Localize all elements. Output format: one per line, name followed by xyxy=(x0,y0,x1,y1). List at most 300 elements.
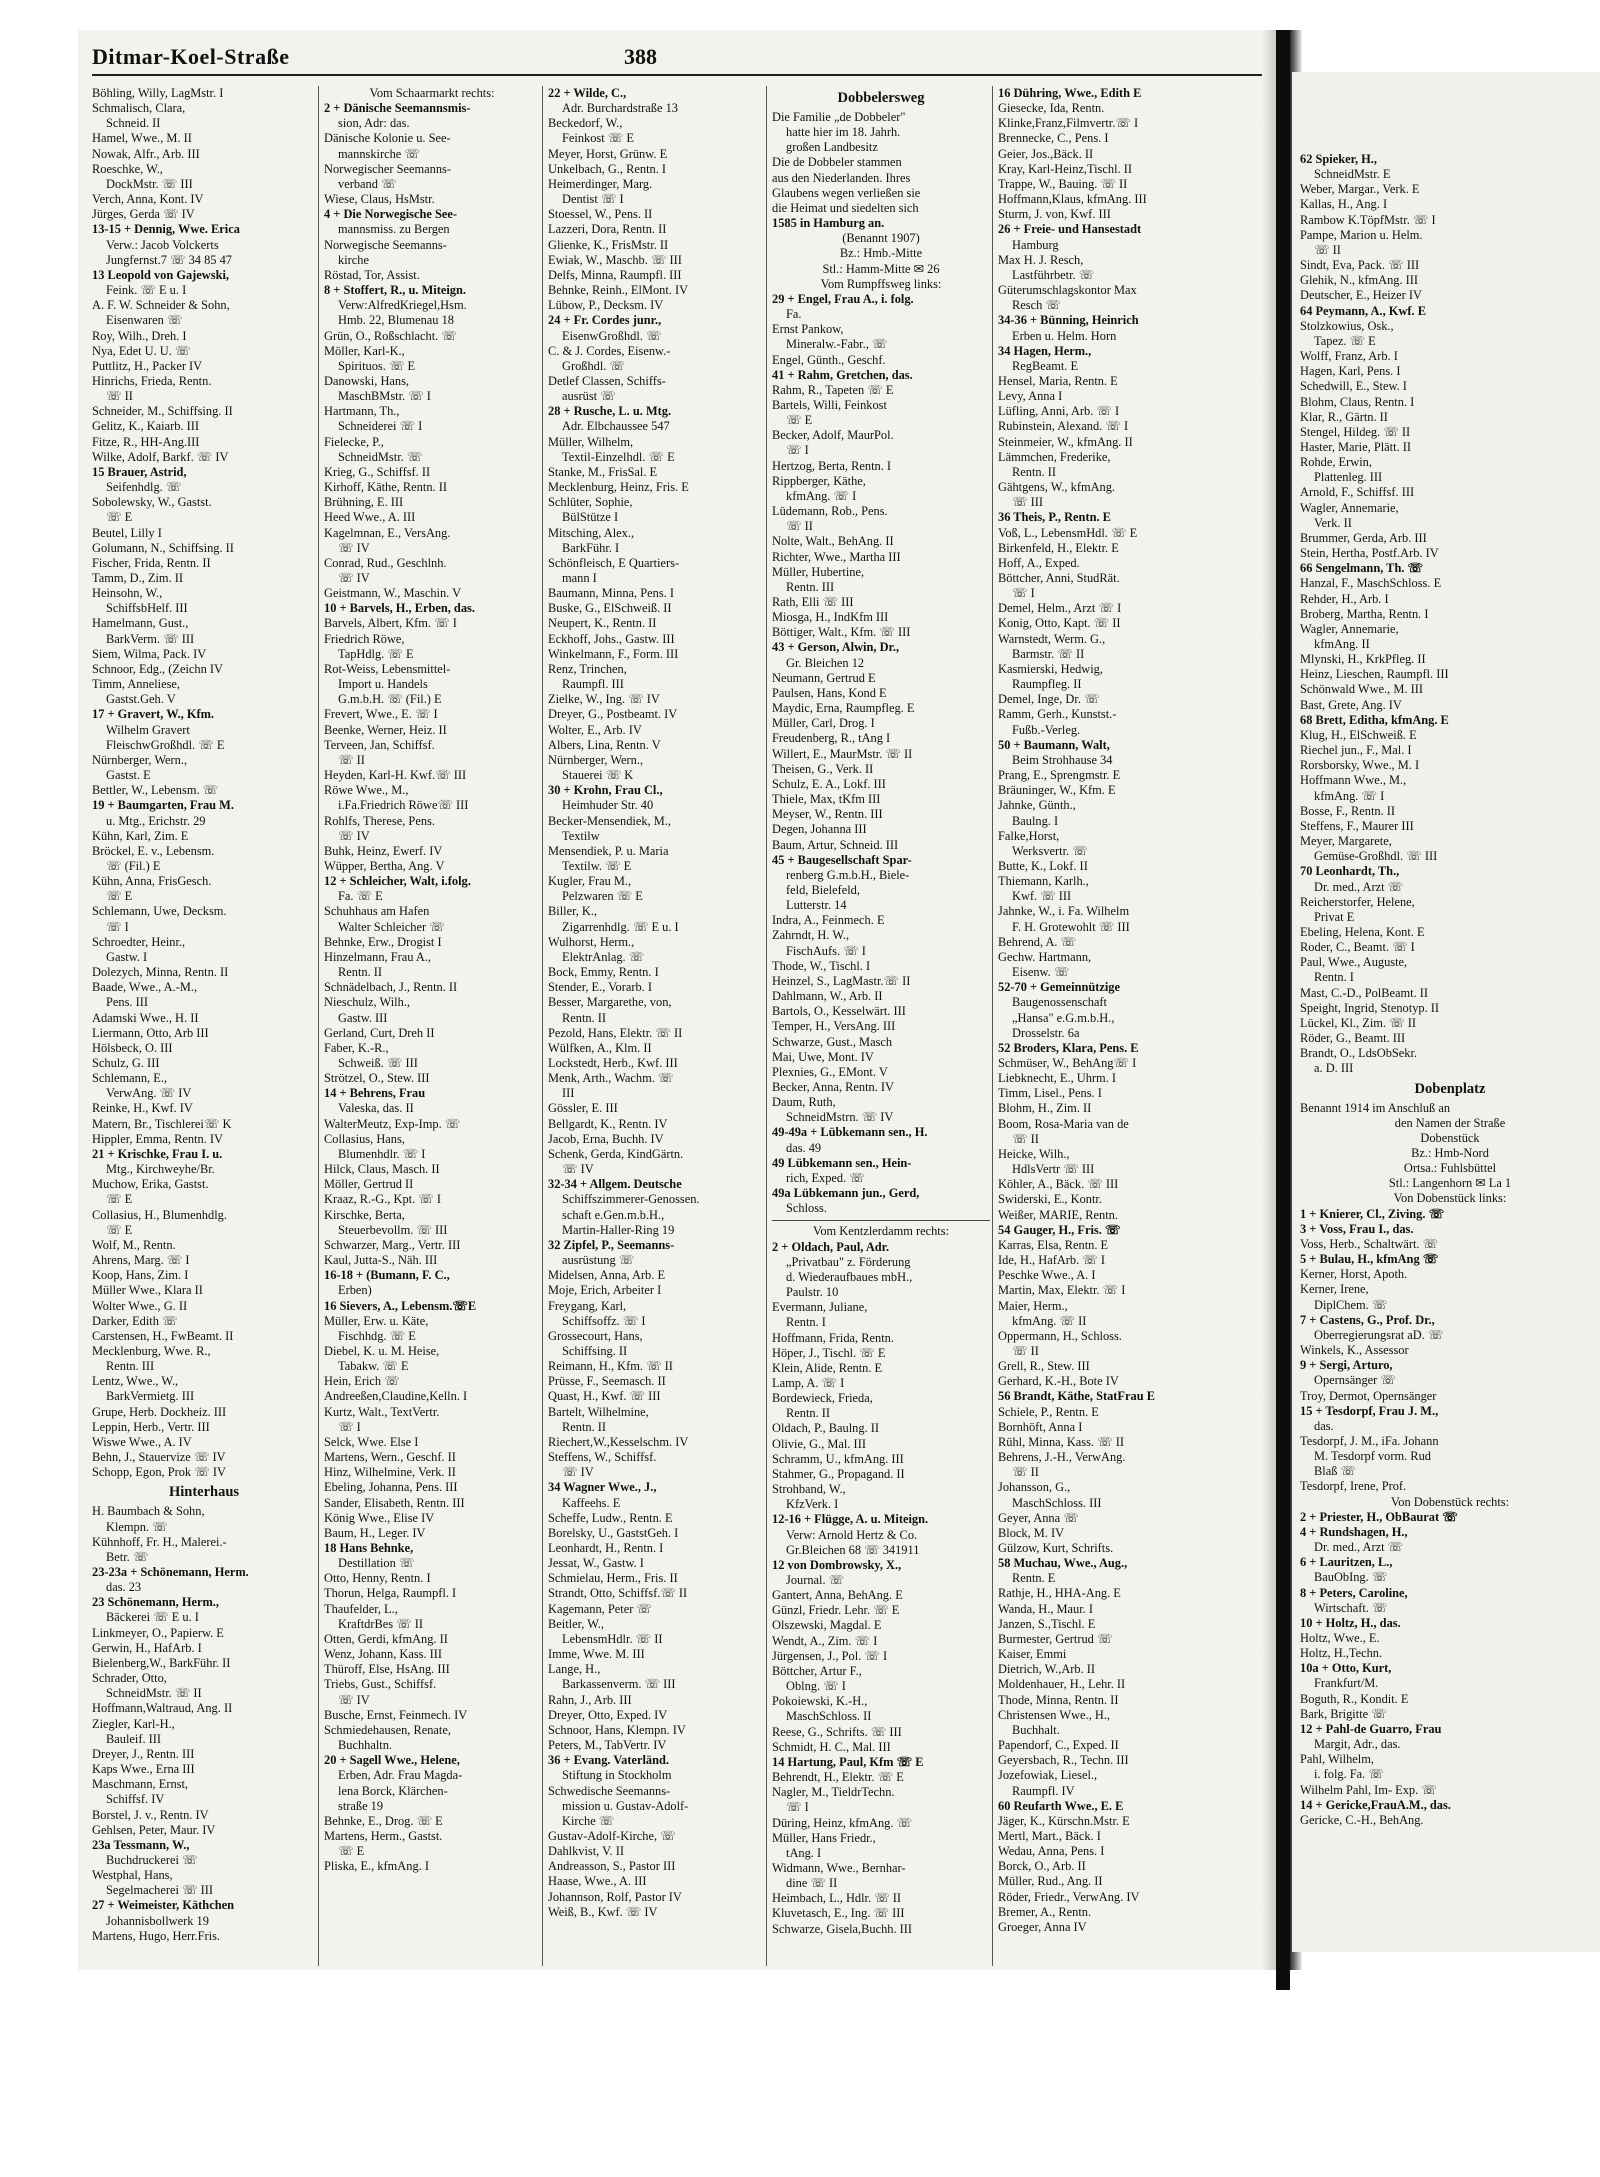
directory-entry: Norwegischer Seemanns- xyxy=(324,161,451,176)
directory-entry: Detlef Classen, Schiffs- xyxy=(548,373,666,388)
directory-entry: Broberg, Martha, Rentn. I xyxy=(1300,606,1429,621)
right-page xyxy=(1292,72,1600,1952)
directory-entry: Gerhard, K.-H., Bote IV xyxy=(998,1374,1119,1389)
directory-entry: Conrad, Rud., Geschlnh. xyxy=(324,555,447,570)
directory-entry-continuation: BarkVermietg. III xyxy=(106,1389,195,1404)
directory-entry: Kühn, Karl, Zim. E xyxy=(92,828,189,843)
directory-entry: Strötzel, O., Stew. III xyxy=(324,1071,430,1086)
directory-entry: Hein, Erich ☏ xyxy=(324,1374,400,1389)
section-note: Vom Kentzlerdamm rechts: xyxy=(812,1224,950,1239)
directory-entry-continuation: Rentn. II xyxy=(562,1419,607,1434)
directory-entry: Muchow, Erika, Gastst. xyxy=(92,1177,209,1192)
section-note: den Namen der Straße xyxy=(1394,1115,1506,1130)
directory-entry: Besser, Margarethe, von, xyxy=(548,995,672,1010)
directory-entry: Pahl, Wilhelm, xyxy=(1300,1752,1374,1767)
directory-entry: Maschmann, Ernst, xyxy=(92,1777,189,1792)
directory-entry-continuation: BarkFühr. I xyxy=(562,540,620,555)
directory-entry: Rot-Weiss, Lebensmittel- xyxy=(324,661,451,676)
directory-entry: Kallas, H., Ang. I xyxy=(1300,197,1388,212)
section-note: Bz.: Hmb.-Mitte xyxy=(839,246,923,261)
directory-entry-continuation: F. H. Grotewohlt ☏ III xyxy=(1012,919,1130,934)
directory-entry-continuation: Rentn. III xyxy=(786,579,835,594)
directory-entry: Zielke, W., Ing. ☏ IV xyxy=(548,692,660,707)
house-number-entry: 30 + Krohn, Frau Cl., xyxy=(548,783,663,798)
house-number-entry: 10 + Barvels, H., Erben, das. xyxy=(324,601,475,616)
directory-entry-continuation: Frankfurt/M. xyxy=(1314,1676,1379,1691)
directory-entry: Roeschke, W., xyxy=(92,161,163,176)
house-number-entry: 14 + Behrens, Frau xyxy=(324,1086,426,1101)
directory-entry: Wiswe Wwe., A. IV xyxy=(92,1434,192,1449)
directory-entry: Lamp, A. ☏ I xyxy=(772,1375,845,1390)
directory-entry: Buske, G., ElSchweiß. II xyxy=(548,601,672,616)
directory-entry: Max H. J. Resch, xyxy=(998,252,1084,267)
directory-entry-continuation: Johannisbollwerk 19 xyxy=(106,1913,209,1928)
directory-entry: Mast, C.-D., PolBeamt. II xyxy=(1300,985,1429,1000)
directory-entry-continuation: Schiffsing. II xyxy=(562,1343,628,1358)
directory-entry: Gericke, C.-H., BehAng. xyxy=(1300,1812,1424,1827)
house-number-entry: 24 + Fr. Cordes junr., xyxy=(548,313,662,328)
house-number-entry: 23a Tessmann, W., xyxy=(92,1837,190,1852)
directory-entry: Behnke, Erw., Drogist I xyxy=(324,934,442,949)
directory-entry: Kerner, Horst, Apoth. xyxy=(1300,1267,1408,1282)
directory-entry-continuation: Lastführbetr. ☏ xyxy=(1012,267,1095,282)
section-note: (Benannt 1907) xyxy=(842,231,920,246)
directory-entry: Mertl, Mart., Bäck. I xyxy=(998,1828,1101,1843)
directory-entry: Jürges, Gerda ☏ IV xyxy=(92,207,195,222)
house-number-entry: 52-70 + Gemeinnützige xyxy=(998,980,1121,995)
directory-entry: Becker, Anna, Rentn. IV xyxy=(772,1080,894,1094)
directory-entry-continuation: Buchdruckerei ☏ xyxy=(106,1852,198,1867)
house-number-entry: 21 + Krischke, Frau I. u. xyxy=(92,1146,223,1161)
directory-entry: Pezold, Hans, Elektr. ☏ II xyxy=(548,1025,683,1040)
directory-entry-continuation: Verk. II xyxy=(1314,515,1352,530)
directory-entry-continuation: Hamburg xyxy=(1012,237,1059,252)
directory-entry: Blohm, H., Zim. II xyxy=(998,1101,1092,1116)
directory-entry: Behnke, Reinh., ElMont. IV xyxy=(548,283,689,298)
directory-entry: Blohm, Claus, Rentn. I xyxy=(1300,394,1415,409)
directory-entry: Kluvetasch, E., Ing. ☏ III xyxy=(772,1906,905,1921)
directory-entry: Bartols, O., Kesselwärt. III xyxy=(772,1004,906,1019)
house-number-entry: 1 + Knierer, Cl., Ziving. ☏ xyxy=(1300,1206,1445,1221)
directory-entry: Jürgensen, J., Pol. ☏ I xyxy=(772,1648,888,1663)
section-note: Stl.: Langenhorn ✉ La 1 xyxy=(1388,1176,1512,1191)
directory-entry: Paulsen, Hans, Kond E xyxy=(772,685,887,700)
directory-entry-continuation: Fischhdg. ☏ E xyxy=(338,1328,416,1343)
right-page-column xyxy=(1300,152,1600,1952)
directory-entry-continuation: Klempn. ☏ xyxy=(106,1519,168,1534)
directory-entry: Quast, H., Kwf. ☏ III xyxy=(548,1389,661,1404)
directory-entry: Widmann, Wwe., Bernhar- xyxy=(772,1860,906,1875)
section-note: Von Dobenstück links: xyxy=(1393,1191,1507,1206)
directory-entry: Gerwin, H., HafArb. I xyxy=(92,1640,202,1655)
directory-entry: Pampe, Marion u. Helm. xyxy=(1300,227,1423,242)
directory-entry: Frevert, Wwe., E. ☏ I xyxy=(324,707,438,722)
directory-entry: Dreyer, G., Postbeamt. IV xyxy=(548,707,678,722)
directory-entry: Düring, Heinz, kfmAng. ☏ xyxy=(772,1815,913,1830)
directory-entry: Rühl, Minna, Kass. ☏ II xyxy=(998,1434,1124,1449)
directory-entry: Hoff, A., Exped. xyxy=(998,555,1080,570)
directory-entry-continuation: Adr. Elbchaussee 547 xyxy=(562,419,670,434)
directory-entry-continuation: i.Fa.Friedrich Röwe☏ III xyxy=(338,798,469,813)
directory-entry: Grün, O., Roßschlacht. ☏ xyxy=(324,328,457,343)
house-number-entry: 4 + Rundshagen, H., xyxy=(1300,1524,1408,1539)
directory-entry: aus den Niederlanden. Ihres xyxy=(772,170,911,185)
directory-entry: Becker-Mensendiek, M., xyxy=(548,813,671,828)
directory-entry: Zahrndt, H. W., xyxy=(772,928,850,943)
directory-entry-continuation: ausrüstung ☏ xyxy=(562,1253,635,1268)
directory-entry: Hilck, Claus, Masch. II xyxy=(324,1162,440,1177)
house-number-entry: 49-49a + Lübkemann sen., H. xyxy=(772,1125,928,1140)
directory-entry: Kaiser, Emmi xyxy=(998,1647,1067,1662)
directory-entry: Mlynski, H., KrkPfleg. II xyxy=(1300,652,1426,667)
directory-entry: Kraaz, R.-G., Kpt. ☏ I xyxy=(324,1192,441,1207)
directory-entry: Dahlmann, W., Arb. II xyxy=(772,989,883,1004)
directory-entry: Ide, H., HafArb. ☏ I xyxy=(998,1253,1106,1268)
directory-entry: Müller, Carl, Drog. I xyxy=(772,716,875,731)
directory-entry-continuation: Beim Strohhause 34 xyxy=(1012,752,1113,767)
directory-entry: Wilke, Adolf, Barkf. ☏ IV xyxy=(92,449,229,464)
directory-entry-continuation: Pelzwaren ☏ E xyxy=(562,889,643,904)
directory-entry: Borstel, J. v., Rentn. IV xyxy=(92,1807,209,1822)
section-note: Ortsa.: Fuhlsbüttel xyxy=(1403,1161,1497,1176)
directory-entry: Meyser, W., Rentn. III xyxy=(772,807,883,822)
directory-entry-continuation: kfmAng. ☏ I xyxy=(786,488,857,503)
directory-entry: Nagler, M., TieldrTechn. xyxy=(772,1785,895,1800)
directory-entry-continuation: Drosselstr. 6a xyxy=(1012,1025,1080,1040)
directory-entry: Kaul, Jutta-S., Näh. III xyxy=(324,1253,438,1268)
directory-entry: Prang, E., Sprengmstr. E xyxy=(998,768,1121,783)
directory-entry: Hamel, Wwe., M. II xyxy=(92,131,192,146)
directory-entry: Temper, H., VersAng. III xyxy=(772,1019,896,1034)
street-heading: Dobenplatz xyxy=(1414,1080,1486,1097)
house-number-entry: 58 Muchau, Wwe., Aug., xyxy=(998,1556,1128,1571)
directory-entry-continuation: SchneidMstrn. ☏ IV xyxy=(786,1110,894,1125)
directory-entry: Voß, L., LebensmHdl. ☏ E xyxy=(998,525,1138,540)
directory-entry: Mai, Uwe, Mont. IV xyxy=(772,1049,874,1064)
directory-entry: Strandt, Otto, Schiffsf.☏ II xyxy=(548,1586,688,1601)
directory-entry: Müller, Hans Friedr., xyxy=(772,1830,876,1845)
directory-entry-continuation: mannsmiss. zu Bergen xyxy=(338,222,450,237)
house-number-entry: 13-15 + Dennig, Wwe. Erica xyxy=(92,222,240,237)
directory-entry-continuation: Eisenwaren ☏ xyxy=(106,313,183,328)
directory-entry: Rahn, J., Arb. III xyxy=(548,1692,632,1707)
directory-entry: Kasmierski, Hedwig, xyxy=(998,661,1103,676)
directory-entry: Neumann, Gertrud E xyxy=(772,670,876,685)
section-note: Von Dobenstück rechts: xyxy=(1390,1494,1510,1509)
directory-entry: Steffens, W., Schiffsf. xyxy=(548,1450,657,1465)
directory-entry: Johannson, Rolf, Pastor IV xyxy=(548,1889,682,1904)
house-number-entry: 50 + Baumann, Walt, xyxy=(998,737,1110,752)
directory-entry: Geyer, Anna ☏ xyxy=(998,1510,1079,1525)
directory-entry: Thaufelder, L., xyxy=(324,1601,398,1616)
directory-entry: Schnoor, Hans, Klempn. IV xyxy=(548,1722,686,1737)
directory-entry-continuation: ☏ E xyxy=(106,1222,133,1237)
directory-entry: Christensen Wwe., H., xyxy=(998,1707,1110,1722)
directory-entry-continuation: hatte hier im 18. Jahrh. xyxy=(786,125,901,140)
directory-column-2 xyxy=(318,86,540,1966)
directory-entry-continuation: ☏ II xyxy=(1012,1343,1039,1358)
directory-entry: Martens, Herm., Gastst. xyxy=(324,1828,443,1843)
directory-entry: Schopp, Egon, Prok ☏ IV xyxy=(92,1465,226,1480)
directory-entry: Gehlsen, Peter, Maur. IV xyxy=(92,1822,216,1837)
directory-entry: Schroedter, Heinr., xyxy=(92,934,186,949)
directory-entry-continuation: das. xyxy=(1314,1418,1334,1433)
directory-entry: Nürnberger, Wern., xyxy=(92,752,188,767)
directory-entry-continuation: SchiffsbHelf. III xyxy=(106,601,188,616)
directory-columns xyxy=(92,86,1262,1966)
directory-entry: Bornhöft, Anna I xyxy=(998,1419,1083,1434)
directory-entry: Wiese, Claus, HsMstr. xyxy=(324,192,435,207)
directory-entry: Borelsky, U., GaststGeh. I xyxy=(548,1525,679,1540)
directory-entry: Warnstedt, Werm. G., xyxy=(998,631,1106,646)
directory-entry: Mensendiek, P. u. Maria xyxy=(548,843,669,858)
directory-entry-continuation: Adr. Burchardstraße 13 xyxy=(562,101,678,116)
directory-column-3 xyxy=(542,86,764,1966)
directory-entry-continuation: Feinkost ☏ E xyxy=(562,131,634,146)
house-number-entry: 10 + Holtz, H., das. xyxy=(1300,1615,1401,1630)
directory-entry: Jacob, Erna, Buchh. IV xyxy=(548,1131,664,1146)
directory-entry: Schramm, U., kfmAng. III xyxy=(772,1451,904,1466)
directory-entry: Mitsching, Alex., xyxy=(548,525,635,540)
directory-entry: Müller, Wilhelm, xyxy=(548,434,634,449)
directory-entry: Gechw. Hartmann, xyxy=(998,949,1092,964)
directory-entry: Terveen, Jan, Schiffsf. xyxy=(324,737,435,752)
directory-entry: Bremer, A., Rentn. xyxy=(998,1904,1092,1919)
directory-entry-continuation: EisenwGroßhdl. ☏ xyxy=(562,328,662,343)
directory-entry-continuation: Pens. III xyxy=(106,995,148,1010)
directory-entry-continuation: Textilw xyxy=(562,828,600,843)
directory-entry-continuation: Oberregierungsrat aD. ☏ xyxy=(1314,1327,1444,1342)
directory-entry: Brühning, E. III xyxy=(324,495,404,510)
directory-entry: Jozefowiak, Liesel., xyxy=(998,1768,1098,1783)
directory-entry: Troy, Dermot, Opernsänger xyxy=(1300,1388,1437,1403)
house-number-entry: 19 + Baumgarten, Frau M. xyxy=(92,798,234,813)
directory-entry: Olivie, G., Mal. III xyxy=(772,1436,866,1451)
directory-entry: Schlemann, E., xyxy=(92,1071,168,1086)
directory-entry: Thiele, Max, tKfm III xyxy=(772,792,881,807)
directory-entry-continuation: Eisenw. ☏ xyxy=(1012,965,1070,980)
directory-entry: Buhk, Heinz, Ewerf. IV xyxy=(324,843,443,858)
directory-entry: Haster, Marie, Plätt. II xyxy=(1300,439,1411,454)
directory-entry: Hoffmann,Klaus, kfmAng. III xyxy=(998,192,1147,207)
directory-entry-continuation: das. 23 xyxy=(106,1580,142,1595)
directory-entry: Engel, Günth., Geschf. xyxy=(772,352,886,367)
house-number-entry: 8 + Peters, Caroline, xyxy=(1300,1585,1408,1600)
directory-entry: Evermann, Juliane, xyxy=(772,1300,868,1315)
directory-entry-continuation: Schneiderei ☏ I xyxy=(338,419,423,434)
directory-entry-continuation: Kaffeehs. E xyxy=(562,1495,621,1510)
directory-entry: Boguth, R., Kondit. E xyxy=(1300,1691,1409,1706)
directory-entry: Johansson, G., xyxy=(998,1480,1071,1495)
directory-entry: Wüpper, Bertha, Ang. V xyxy=(324,858,445,873)
directory-entry-continuation: Tapez. ☏ E xyxy=(1314,333,1376,348)
directory-entry: Brennecke, C., Pens. I xyxy=(998,131,1109,146)
directory-entry-continuation: ☏ II xyxy=(106,389,133,404)
directory-entry-continuation: a. D. III xyxy=(1314,1061,1354,1076)
directory-entry: Rahm, R., Tapeten ☏ E xyxy=(772,382,894,397)
directory-entry-continuation: Fußb.-Verleg. xyxy=(1012,722,1081,737)
directory-entry: Meyer, Horst, Grünw. E xyxy=(548,146,668,161)
directory-entry: Lazzeri, Dora, Rentn. II xyxy=(548,222,667,237)
directory-entry: Kirschke, Berta, xyxy=(324,1207,405,1222)
directory-entry-continuation: Opernsänger ☏ xyxy=(1314,1373,1396,1388)
directory-entry: Böttcher, Anni, StudRät. xyxy=(998,571,1120,585)
directory-entry-continuation: III xyxy=(562,1086,575,1101)
directory-entry: Leppin, Herb., Vertr. III xyxy=(92,1419,210,1434)
directory-entry: Sander, Elisabeth, Rentn. III xyxy=(324,1495,465,1510)
directory-entry-continuation: kfmAng. ☏ I xyxy=(1314,788,1385,803)
directory-entry: Carstensen, H., FwBeamt. II xyxy=(92,1328,234,1343)
house-number-entry: 4 + Die Norwegische See- xyxy=(324,207,457,222)
directory-entry: Prüsse, F., Seemasch. II xyxy=(548,1374,666,1389)
directory-entry: Wülfken, A., Klm. II xyxy=(548,1040,652,1055)
directory-entry: Böttiger, Walt., Kfm. ☏ III xyxy=(772,625,911,640)
section-note: Bz.: Hmb-Nord xyxy=(1411,1146,1489,1160)
directory-entry-continuation: Schiffsf. IV xyxy=(106,1792,165,1807)
directory-entry: Thorun, Helga, Raumpfl. I xyxy=(324,1586,457,1601)
directory-entry: Heed Wwe., A. III xyxy=(324,510,416,525)
directory-entry-continuation: Resch ☏ xyxy=(1012,298,1061,313)
directory-entry: Hoffmann, Frida, Rentn. xyxy=(772,1330,894,1345)
house-number-entry: 16 Sievers, A., Lebensm.☏E xyxy=(324,1298,477,1313)
section-note: Dobenstück xyxy=(1420,1130,1480,1145)
directory-entry: Fitze, R., HH-Ang.III xyxy=(92,434,200,449)
directory-entry: Kugler, Frau M., xyxy=(548,874,632,889)
directory-entry: Schmielau, Herm., Fris. II xyxy=(548,1571,678,1586)
directory-entry: Reese, G., Schrifts. ☏ III xyxy=(772,1724,902,1739)
directory-entry: Krieg, G., Schiffsf. II xyxy=(324,464,431,479)
directory-entry-continuation: Erben u. Helm. Horn xyxy=(1012,328,1117,343)
directory-entry: Klein, Alide, Rentn. E xyxy=(772,1360,883,1375)
directory-entry: Schmidt, H. C., Mal. III xyxy=(772,1739,891,1754)
directory-entry: Gelitz, K., Kaiarb. III xyxy=(92,419,199,434)
directory-entry-continuation: ☏ I xyxy=(786,1800,809,1815)
directory-entry-continuation: kfmAng. ☏ II xyxy=(1012,1313,1087,1328)
directory-entry-continuation: MaschBMstr. ☏ I xyxy=(338,389,431,404)
directory-entry-continuation: das. 49 xyxy=(786,1140,822,1155)
directory-entry: Butte, K., Lokf. II xyxy=(998,858,1088,873)
directory-entry: Andreeßen,Claudine,Kelln. I xyxy=(324,1389,468,1404)
directory-entry: Barvels, Albert, Kfm. ☏ I xyxy=(324,616,457,631)
directory-entry: Falke,Horst, xyxy=(998,828,1060,843)
directory-entry: Haase, Wwe., A. III xyxy=(548,1874,647,1889)
directory-entry-continuation: TapHdlg. ☏ E xyxy=(338,646,414,661)
directory-entry: Beenke, Werner, Heiz. II xyxy=(324,722,447,737)
directory-entry: Jäger, K., Kürschn.Mstr. E xyxy=(998,1813,1130,1828)
directory-entry: Roy, Wilh., Dreh. I xyxy=(92,328,187,343)
directory-entry-continuation: Großhdl. ☏ xyxy=(562,358,625,373)
directory-entry: Schmüser, W., BehAng☏ I xyxy=(998,1056,1137,1070)
directory-entry-continuation: LebensmHdlr. ☏ II xyxy=(562,1631,663,1646)
directory-entry: Peschke Wwe., A. I xyxy=(998,1268,1096,1283)
directory-entry: Jahnke, Günth., xyxy=(998,798,1076,813)
street-heading: Dobbelersweg xyxy=(837,90,925,106)
directory-entry-continuation: Schloss. xyxy=(786,1201,827,1216)
directory-entry: Darker, Edith ☏ xyxy=(92,1313,178,1328)
directory-entry: Bielenberg,W., BarkFühr. II xyxy=(92,1655,231,1670)
directory-entry-continuation: Rentn. III xyxy=(106,1359,155,1374)
house-number-entry: 9 + Sergi, Arturo, xyxy=(1300,1358,1393,1373)
directory-entry: Kerner, Irene, xyxy=(1300,1282,1369,1297)
directory-entry-continuation: Rentn. II xyxy=(562,1010,607,1025)
directory-entry: Norwegische Seemanns- xyxy=(324,237,447,252)
directory-entry: Otto, Henny, Rentn. I xyxy=(324,1571,431,1586)
directory-entry: Wilhelm Pahl, Im- Exp. ☏ xyxy=(1300,1782,1437,1797)
directory-entry: Kurtz, Walt., TextVertr. xyxy=(324,1404,440,1419)
directory-entry: Menk, Arth., Wachm. ☏ xyxy=(548,1071,674,1086)
book-spine-shadow xyxy=(1276,30,1290,1990)
directory-entry-continuation: ☏ E xyxy=(106,510,133,525)
directory-entry-continuation: Schiffsoffz. ☏ I xyxy=(562,1313,646,1328)
house-number-entry: 34-36 + Bünning, Heinrich xyxy=(998,313,1139,328)
directory-entry-continuation: ☏ (Fil.) E xyxy=(106,858,161,873)
house-number-entry: 16 Dühring, Wwe., Edith E xyxy=(998,86,1142,100)
directory-entry-continuation: Bäckerei ☏ E u. I xyxy=(106,1610,199,1625)
house-number-entry: 49 Lübkemann sen., Hein- xyxy=(772,1155,912,1170)
directory-entry: Bröckel, E. v., Lebensm. xyxy=(92,843,215,858)
directory-entry-continuation: Tabakw. ☏ E xyxy=(338,1359,409,1374)
directory-entry: Richter, Wwe., Martha III xyxy=(772,549,901,564)
directory-entry-continuation: Margit, Adr., das. xyxy=(1314,1737,1401,1752)
directory-entry: Hamelmann, Gust., xyxy=(92,616,189,631)
directory-entry: Bartels, Willi, Feinkost xyxy=(772,397,887,412)
directory-entry: Schrader, Otto, xyxy=(92,1671,167,1686)
house-number-entry: 8 + Stoffert, R., u. Miteign. xyxy=(324,283,466,298)
directory-entry: Ebeling, Helena, Kont. E xyxy=(1300,924,1425,939)
house-number-entry: 66 Sengelmann, Th. ☏ xyxy=(1300,561,1424,576)
directory-entry: Stanke, M., FrisSal. E xyxy=(548,464,658,479)
directory-entry: Gantert, Anna, BehAng. E xyxy=(772,1588,903,1603)
directory-entry: Ebeling, Johanna, Pens. III xyxy=(324,1480,458,1495)
directory-entry: Koop, Hans, Zim. I xyxy=(92,1268,189,1283)
directory-entry-continuation: FischAufs. ☏ I xyxy=(786,943,866,958)
directory-entry-continuation: Gemüse-Großhdl. ☏ III xyxy=(1314,849,1438,864)
directory-entry: Freudenberg, R., tAng I xyxy=(772,731,891,746)
directory-entry: Janzen, S.,Tischl. E xyxy=(998,1616,1096,1631)
directory-entry: Höper, J., Tischl. ☏ E xyxy=(772,1345,886,1360)
house-number-entry: 45 + Baugesellschaft Spar- xyxy=(772,852,912,867)
directory-entry-continuation: G.m.b.H. ☏ (Fil.) E xyxy=(338,692,442,707)
directory-entry-continuation: Verw.: Jacob Volckerts xyxy=(106,237,219,252)
directory-entry-continuation: Rentn. II xyxy=(1012,464,1057,479)
directory-entry: Gerland, Curt, Dreh II xyxy=(324,1025,435,1040)
directory-entry: Bosse, F., Rentn. II xyxy=(1300,803,1396,818)
directory-entry: Diebel, K. u. M. Heise, xyxy=(324,1343,440,1358)
directory-entry-continuation: großen Landbesitz xyxy=(786,140,878,155)
directory-entry: Mecklenburg, Heinz, Fris. E xyxy=(548,480,689,495)
house-number-entry: 22 + Wilde, C., xyxy=(548,86,627,100)
directory-entry: Lüfling, Anni, Arb. ☏ I xyxy=(998,404,1120,419)
house-number-entry: 29 + Engel, Frau A., i. folg. xyxy=(772,291,914,306)
directory-entry: Plexnies, G., EMont. V xyxy=(772,1064,888,1079)
house-number-entry: 10a + Otto, Kurt, xyxy=(1300,1661,1392,1676)
directory-entry: Geistmann, W., Maschin. V xyxy=(324,586,462,601)
directory-entry: Adamski Wwe., H. II xyxy=(92,1010,199,1025)
house-number-entry: 14 + Gericke,FrauA.M., das. xyxy=(1300,1797,1451,1812)
directory-entry-continuation: SchneidMstr. ☏ xyxy=(338,449,423,464)
directory-entry: Schnädelbach, J., Rentn. II xyxy=(324,980,458,995)
directory-entry: Gustav-Adolf-Kirche, ☏ xyxy=(548,1828,676,1843)
directory-entry-continuation: Mtg., Kirchweyhe/Br. xyxy=(106,1162,215,1177)
directory-entry: Lange, H., xyxy=(548,1662,601,1677)
directory-entry-continuation: dine ☏ II xyxy=(786,1876,838,1891)
house-number-entry: 2 + Priester, H., ObBaurat ☏ xyxy=(1300,1509,1458,1524)
directory-entry-continuation: ☏ I xyxy=(338,1419,361,1434)
directory-entry: Brummer, Gerda, Arb. III xyxy=(1300,530,1427,545)
directory-entry-continuation: ☏ IV xyxy=(562,1162,594,1177)
house-number-entry: 36 Theis, P., Rentn. E xyxy=(998,510,1111,525)
directory-entry: Hoffmann Wwe., M., xyxy=(1300,773,1407,788)
